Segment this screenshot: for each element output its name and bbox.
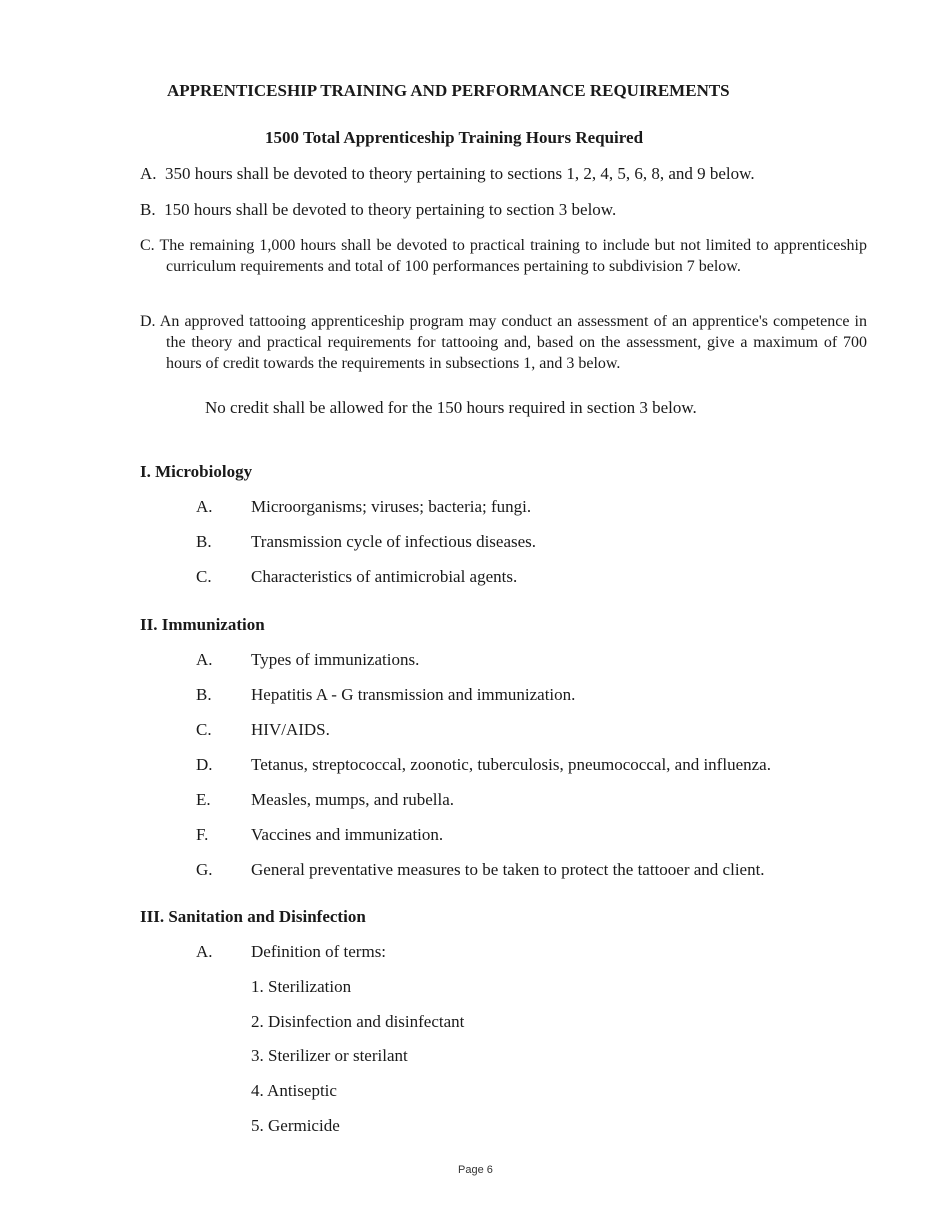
- list-item: General preventative measures to be taken to protect the tattooer and client.: [251, 860, 765, 879]
- sub-list-item: 5. Germicide: [251, 1116, 340, 1135]
- intro-text-c: The remaining 1,000 hours shall be devoted to practical training to include but not limited to apprenticeship curriculum requirements and total of 100 performances pertaining to subdivision 7 below.: [159, 237, 868, 275]
- list-item: Tetanus, streptococcal, zoonotic, tuberculosis, pneumococcal, and influenza.: [251, 755, 771, 774]
- page-subtitle: 1500 Total Apprenticeship Training Hours Required: [265, 128, 644, 147]
- list-item-letter: E.: [196, 790, 211, 809]
- intro-text-b: 150 hours shall be devoted to theory pertaining to section 3 below.: [164, 200, 617, 219]
- list-item: Vaccines and immunization.: [251, 825, 444, 844]
- list-item: Measles, mumps, and rubella.: [251, 790, 455, 809]
- sub-list-item: 4. Antiseptic: [251, 1081, 337, 1100]
- intro-item-a: [140, 164, 755, 184]
- list-item-letter: B.: [196, 685, 212, 704]
- intro-item-b: [140, 200, 616, 220]
- sub-list-item: 1. Sterilization: [251, 977, 352, 996]
- list-item-letter: D.: [196, 755, 213, 774]
- list-item-letter: G.: [196, 860, 213, 879]
- intro-label-a: A.: [140, 164, 157, 183]
- list-item-letter: A.: [196, 942, 213, 961]
- intro-label-c: C.: [140, 237, 155, 254]
- intro-text-a: 350 hours shall be devoted to theory pertaining to sections 1, 2, 4, 5, 6, 8, and 9 below.: [165, 164, 755, 183]
- sub-list-item: 2. Disinfection and disinfectant: [251, 1012, 465, 1031]
- list-item: Hepatitis A - G transmission and immunization.: [251, 685, 576, 704]
- list-item-letter: A.: [196, 497, 213, 516]
- section-heading-sanitation: III. Sanitation and Disinfection: [140, 907, 366, 926]
- intro-label-b: B.: [140, 200, 156, 219]
- list-item-letter: B.: [196, 532, 212, 551]
- list-item-letter: C.: [196, 720, 212, 739]
- list-item: Definition of terms:: [251, 942, 387, 961]
- list-item: Types of immunizations.: [251, 650, 420, 669]
- list-item: Transmission cycle of infectious diseases.: [251, 532, 537, 551]
- list-item: Characteristics of antimicrobial agents.: [251, 567, 518, 586]
- list-item: HIV/AIDS.: [251, 720, 330, 739]
- intro-text-d: An approved tattooing apprenticeship program may conduct an assessment of an apprentice's competence in the theory and practical requirements for tattooing and, based on the assessment, give a maximum of 700 hours of credit towards the requirements in subsections 1, and 3 below.: [159, 313, 868, 372]
- list-item: Microorganisms; viruses; bacteria; fungi.: [251, 497, 532, 516]
- credit-note: No credit shall be allowed for the 150 hours required in section 3 below.: [205, 398, 697, 417]
- list-item-letter: C.: [196, 567, 212, 586]
- intro-label-d: D.: [140, 313, 156, 330]
- page-title: APPRENTICESHIP TRAINING AND PERFORMANCE REQUIREMENTS: [167, 81, 730, 100]
- intro-item-c: [140, 235, 867, 277]
- section-heading-immunization: II. Immunization: [140, 615, 265, 634]
- section-heading-microbiology: I. Microbiology: [140, 462, 253, 481]
- list-item-letter: F.: [196, 825, 209, 844]
- page-number: Page 6: [458, 1164, 493, 1176]
- list-item-letter: A.: [196, 650, 213, 669]
- intro-item-d: [140, 311, 867, 374]
- sub-list-item: 3. Sterilizer or sterilant: [251, 1046, 408, 1065]
